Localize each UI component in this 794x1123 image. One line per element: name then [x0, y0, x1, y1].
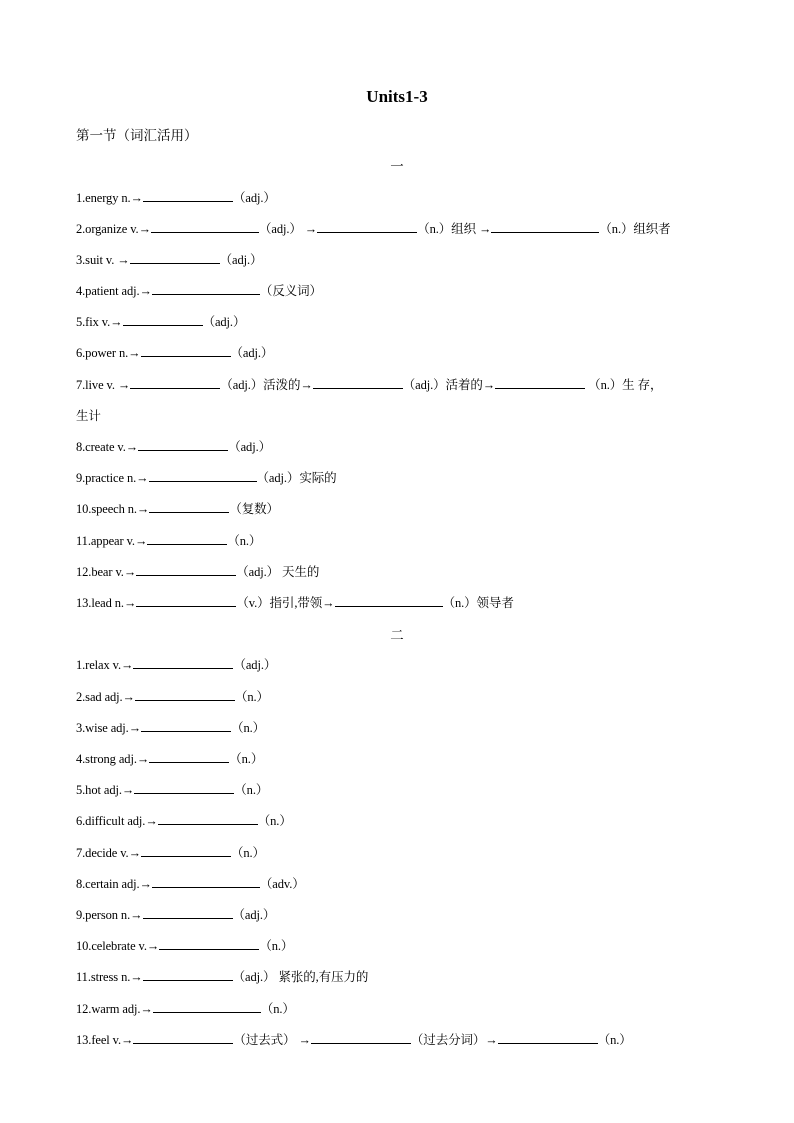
exercise-line: 5.fix v.→ （adj.） [76, 315, 246, 329]
answer-blank[interactable] [317, 221, 417, 233]
exercise-line: 10.celebrate v.→ （n.） [76, 939, 294, 953]
answer-blank[interactable] [123, 314, 203, 326]
section-title: 第一节（词汇活用） [76, 128, 198, 143]
answer-blank[interactable] [130, 252, 220, 264]
exercise-line: 8.certain adj.→ （adv.） [76, 877, 305, 891]
exercise-line: 10.speech n.→ （复数） [76, 502, 279, 516]
exercise-line: 1.energy n.→ （adj.） [76, 191, 276, 205]
exercise-line: 9.practice n.→ （adj.）实际的 [76, 471, 337, 485]
exercise-line: 13.feel v.→ （过去式） → （过去分词）→ （n.） [76, 1033, 632, 1047]
exercise-line: 12.warm adj.→ （n.） [76, 1002, 295, 1016]
exercise-line: 7.live v. → （adj.）活泼的→ （adj.）活着的→ （n.）生 存， [76, 378, 663, 392]
answer-blank[interactable] [141, 845, 231, 857]
answer-blank[interactable] [158, 813, 258, 825]
answer-blank[interactable] [149, 751, 229, 763]
part2-heading: 二 [390, 628, 404, 643]
answer-blank[interactable] [149, 470, 257, 482]
answer-blank[interactable] [135, 689, 235, 701]
exercise-line: 4.patient adj.→ （反义词） [76, 284, 322, 298]
exercise-line: 11.appear v.→ （n.） [76, 534, 262, 548]
answer-blank[interactable] [495, 377, 585, 389]
answer-blank[interactable] [143, 969, 233, 981]
exercise-line: 7.decide v.→ （n.） [76, 846, 265, 860]
answer-blank[interactable] [141, 345, 231, 357]
answer-blank[interactable] [143, 907, 233, 919]
answer-blank[interactable] [152, 283, 260, 295]
exercise-line: 5.hot adj.→ （n.） [76, 783, 269, 797]
exercise-line: 2.sad adj.→ （n.） [76, 690, 269, 704]
answer-blank[interactable] [141, 720, 231, 732]
exercise-line: 3.wise adj.→ （n.） [76, 721, 266, 735]
exercise-line: 9.person n.→ （adj.） [76, 908, 276, 922]
exercise-line-continued: 生计 [76, 409, 101, 423]
part1-heading: 一 [390, 159, 404, 174]
answer-blank[interactable] [313, 377, 403, 389]
answer-blank[interactable] [153, 1001, 261, 1013]
answer-blank[interactable] [152, 876, 260, 888]
exercise-line: 12.bear v.→ （adj.） 天生的 [76, 565, 320, 579]
exercise-line: 13.lead n.→ （v.）指引,带领→ （n.）领导者 [76, 596, 514, 610]
answer-blank[interactable] [311, 1032, 411, 1044]
answer-blank[interactable] [143, 190, 233, 202]
page-title: Units1-3 [366, 87, 428, 106]
answer-blank[interactable] [149, 501, 229, 513]
answer-blank[interactable] [147, 533, 227, 545]
answer-blank[interactable] [130, 377, 220, 389]
answer-blank[interactable] [134, 782, 234, 794]
answer-blank[interactable] [133, 657, 233, 669]
answer-blank[interactable] [159, 938, 259, 950]
exercise-line: 11.stress n.→ （adj.） 紧张的,有压力的 [76, 970, 369, 984]
exercise-line: 6.power n.→ （adj.） [76, 346, 274, 360]
answer-blank[interactable] [335, 595, 443, 607]
answer-blank[interactable] [151, 221, 259, 233]
exercise-line: 1.relax v.→ （adj.） [76, 658, 277, 672]
exercise-line: 6.difficult adj.→ （n.） [76, 814, 292, 828]
exercise-line: 8.create v.→ （adj.） [76, 440, 271, 454]
answer-blank[interactable] [498, 1032, 598, 1044]
answer-blank[interactable] [133, 1032, 233, 1044]
answer-blank[interactable] [136, 595, 236, 607]
answer-blank[interactable] [138, 439, 228, 451]
exercise-line: 2.organize v.→ （adj.） → （n.）组织 → （n.）组织者 [76, 222, 671, 236]
answer-blank[interactable] [491, 221, 599, 233]
answer-blank[interactable] [136, 564, 236, 576]
exercise-line: 3.suit v. → （adj.） [76, 253, 263, 267]
exercise-line: 4.strong adj.→ （n.） [76, 752, 264, 766]
